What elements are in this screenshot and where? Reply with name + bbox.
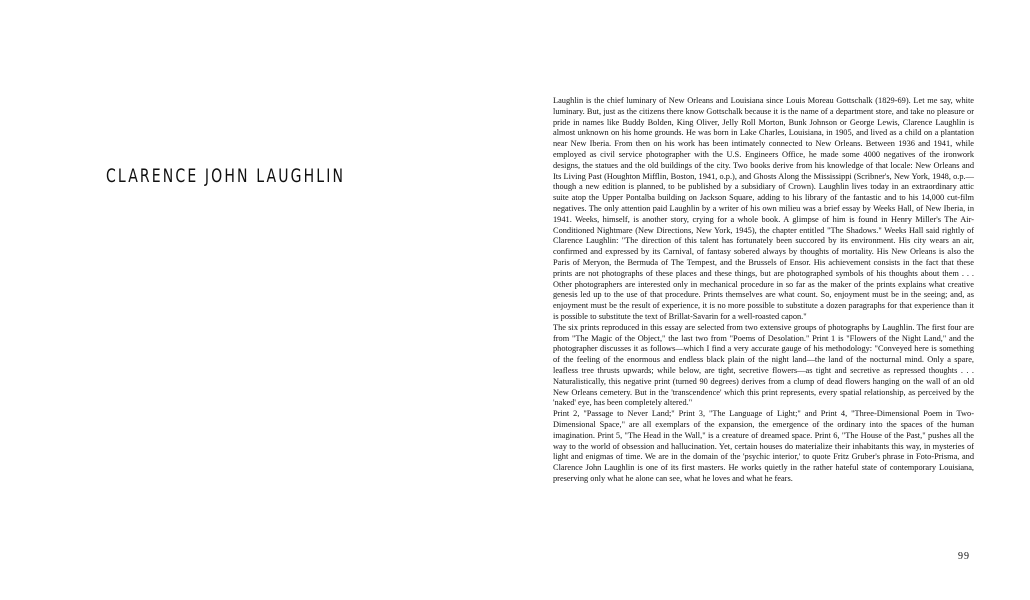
body-text	[553, 96, 974, 485]
paragraph: Print 2, "Passage to Never Land;" Print 3, "The Language of Light;" and Print 4, "Three-Dimensional Poem in Two-Dimensional Space," are all exemplars of the expansion, the emergence of the ordinary into the spaces of the human imagination. Print 5, "The Head in the Wall," is a creature of dreamed space. Print 6, "The House of the Past," pushes all the way to the world of obsession and hallucination. Yet, certain houses do materialize their inhabitants this way, in mysteries of light and enigmas of time. We are in the domain of the 'psychic interior,' to quote Fritz Gruber's phrase in Foto-Prisma, and Clarence John Laughlin is one of its first masters. He works quietly in the rather hateful state of contemporary Louisiana, preserving only what he alone can see, what he loves and what he fears.	[553, 409, 974, 483]
paragraph: Laughlin is the chief luminary of New Orleans and Louisiana since Louis Moreau Gottschalk (1829-69). Let me say, white luminary. But, just as the citizens there know Gottschalk because it is the name of a department store, and take no pleasure or pride in names like Buddy Bolden, King Oliver, Jelly Roll Morton, Bunk Johnson or George Lewis, Clarence Laughlin is almost unknown on his home grounds. He was born in Lake Charles, Louisiana, in 1905, and lived as a child on a plantation near New Iberia. From then on his work has been intimately connected to New Orleans. Between 1936 and 1941, while employed as civil service photographer with the U.S. Engineers Office, he made some 4000 negatives of the ironwork designs, the statues and the old buildings of the city. Two books derive from his knowledge of that locale: New Orleans and Its Living Past (Houghton Mifflin, Boston, 1941, o.p.), and Ghosts Along the Mississippi (Scribner's, New York, 1948, o.p.—though a new edition is planned, to be published by a subsidiary of Crown). Laughlin lives today in an extraordinary attic suite atop the Upper Pontalba building on Jackson Square, adding to his library of the fantastic and to his 14,000 cut-film negatives. The only attention paid Laughlin by a writer of his own milieu was a brief essay by Weeks Hall, of New Iberia, in 1941. Weeks, himself, is another story, crying for a whole book. A glimpse of him is found in Henry Miller's The Air-Conditioned Nightmare (New Directions, New York, 1945), the chapter entitled "The Shadows." Weeks Hall said rightly of Clarence Laughlin: "The direction of this talent has fortunately been succored by its environment. His city wears an air, confirmed and expressed by its Carnival, of fantasy sobered always by thoughts of mortality. His New Orleans is also the Paris of Meryon, the Bermuda of The Tempest, and the Brussels of Ensor. His achievement consists in the fact that these prints are not photographs of these places and these things, but are photographed symbols of his thoughts about them . . . Other photographers are interested only in mechanical procedure in so far as the maker of the prints explains what creative genesis led up to the use of that procedure. Prints themselves are what count. So, enjoyment must be in the seeing; and, as enjoyment must be the result of experience, it is no more possible to substitute a dozen paragraphs for that experience than it is possible to substitute the text of Brillat-Savarin for a well-roasted capon."	[553, 96, 974, 321]
page-title: CLARENCE JOHN LAUGHLIN	[106, 165, 346, 187]
paragraph: The six prints reproduced in this essay are selected from two extensive groups of photographs by Laughlin. The first four are from "The Magic of the Object," the last two from "Poems of Desolation." Print 1 is "Flowers of the Night Land," and the photographer discusses it as follows—which I find a very accurate gauge of his methodology: "Conveyed here is something of the feeling of the enormous and endless black plain of the night land—the land of the nocturnal mind. Only a spare, leafless tree thrusts upwards; while below, are tight, secretive flowers—as tight and secretive as repressed thoughts . . . Naturalistically, this negative print (turned 90 degrees) derives from a clump of dead flowers hanging on the wall of an old New Orleans cemetery. But in the 'transcendence' which this print represents, every spatial relationship, as perceived by the 'naked' eye, has been completely altered."	[553, 322, 974, 408]
page-number: 99	[958, 551, 970, 562]
